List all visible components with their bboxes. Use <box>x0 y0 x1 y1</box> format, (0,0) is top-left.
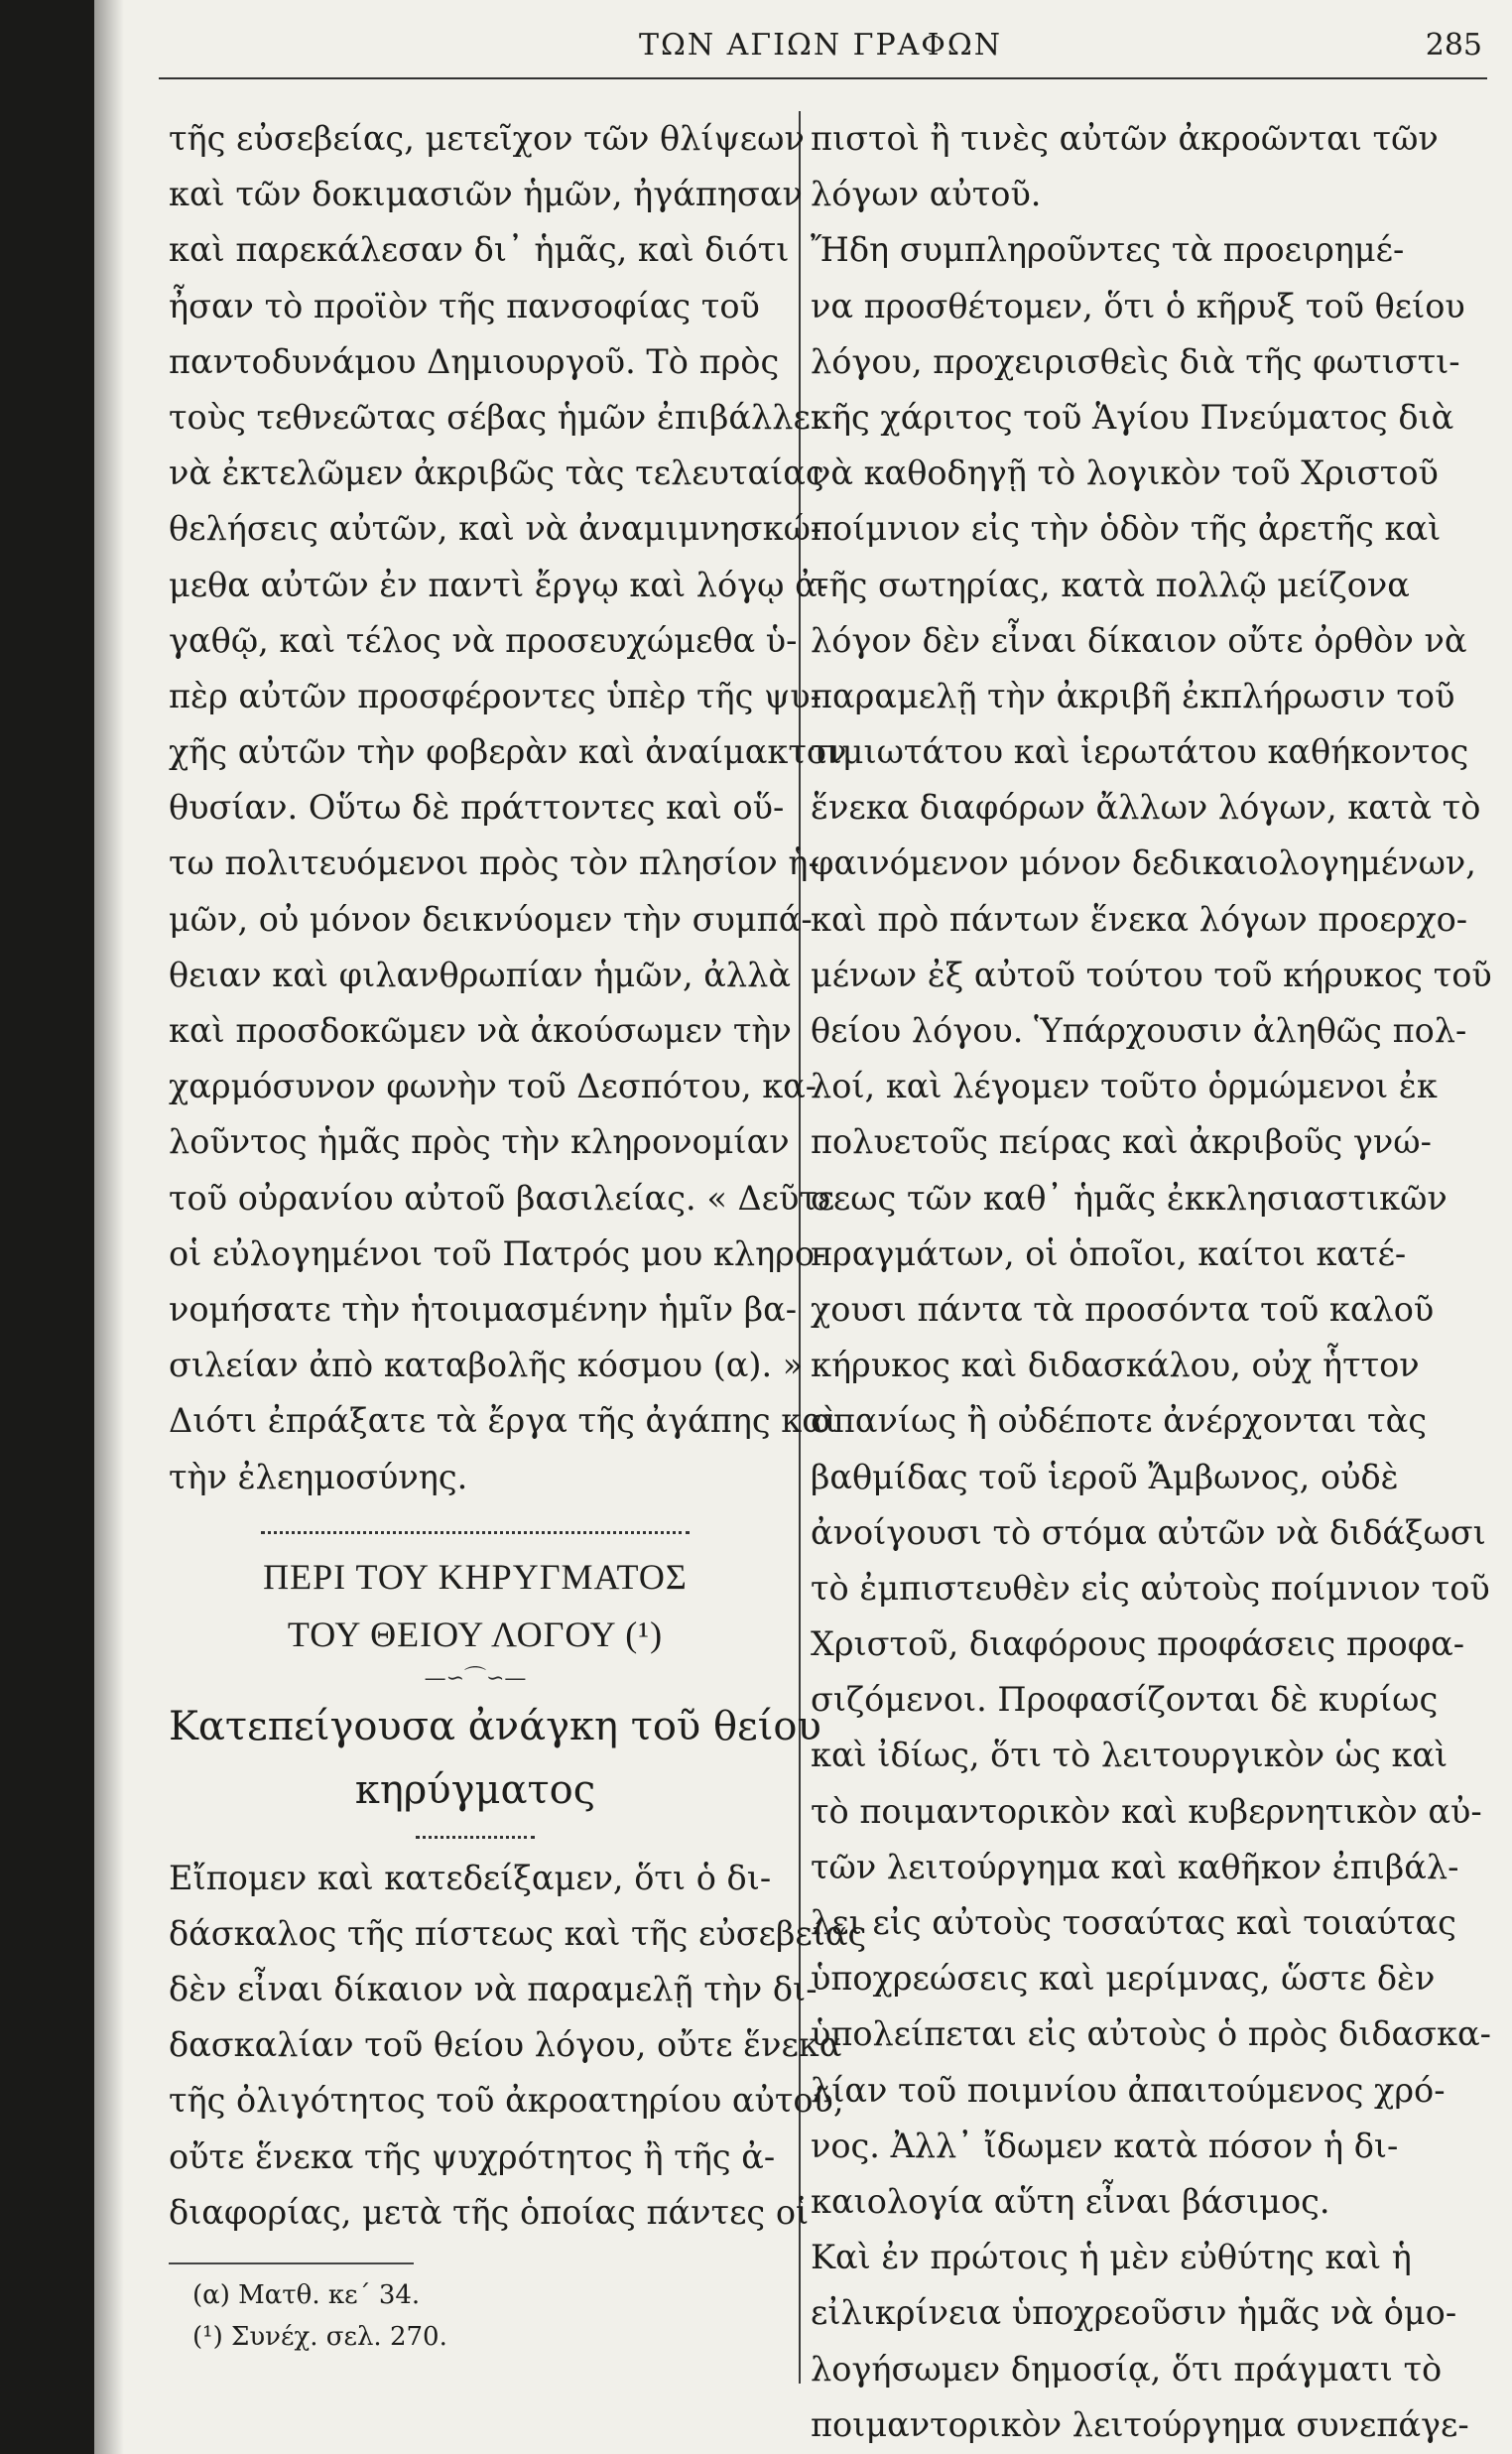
text-line: νομήσατε τὴν ἡτοιμασμένην ἡμῖν βα- <box>169 1289 798 1329</box>
text-line: χουσι πάντα τὰ προσόντα τοῦ καλοῦ <box>811 1289 1435 1329</box>
text-line: καιολογία αὕτη εἶναι βάσιμος. <box>811 2181 1330 2221</box>
text-line: χαρμόσυνον φωνὴν τοῦ Δεσπότου, κα- <box>169 1067 818 1106</box>
text-line: θειαν καὶ φιλανθρωπίαν ἡμῶν, ἀλλὰ <box>169 955 791 994</box>
text-line: πὲρ αὐτῶν προσφέροντες ὑπὲρ τῆς ψυ- <box>169 676 821 715</box>
text-line: ἕνεκα διαφόρων ἄλλων λόγων, κατὰ τὸ <box>811 788 1481 828</box>
header-rule <box>159 77 1487 79</box>
text-line: λει εἰς αὐτοὺς τοσαύτας καὶ τοιαύτας <box>811 1903 1456 1942</box>
section-separator <box>261 1517 691 1534</box>
text-line: φαινόμενον μόνον δεδικαιολογημένων, <box>811 843 1476 883</box>
text-line: ποίμνιον εἰς τὴν ὁδὸν τῆς ἀρετῆς καὶ <box>811 509 1442 549</box>
text-line: σιζόμενοι. Προφασίζονται δὲ κυρίως <box>811 1680 1439 1720</box>
text-line: πολυετοῦς πείρας καὶ ἀκριβοῦς γνώ- <box>811 1122 1432 1162</box>
text-line: Ἤδη συμπληροῦντες τὰ προειρημέ- <box>811 230 1405 270</box>
subtitle-line-2: κηρύγματος <box>354 1766 596 1813</box>
text-line: μεθα αὐτῶν ἐν παντὶ ἔργῳ καὶ λόγῳ ἀ- <box>169 565 829 604</box>
text-line: τῆς ὀλιγότητος τοῦ ἀκροατηρίου αὐτοῦ, <box>169 2081 844 2121</box>
text-line: γαθῷ, καὶ τέλος νὰ προσευχώμεθα ὑ- <box>169 620 798 660</box>
text-line: τὴν ἐλεημοσύνης. <box>169 1457 468 1496</box>
running-header <box>159 22 1482 71</box>
text-line: τοὺς τεθνεῶτας σέβας ἡμῶν ἐπιβάλλει <box>169 397 824 437</box>
text-line: δάσκαλος τῆς πίστεως καὶ τῆς εὐσεβείας <box>169 1913 867 1953</box>
text-line: λίαν τοῦ ποιμνίου ἀπαιτούμενος χρό- <box>811 2070 1446 2110</box>
text-line: βαθμίδας τοῦ ἱεροῦ Ἄμβωνος, οὐδὲ <box>811 1457 1399 1496</box>
text-line: δὲν εἶναι δίκαιον νὰ παραμελῇ τὴν δι- <box>169 1970 818 2009</box>
right-column-text <box>811 111 1492 2453</box>
text-line: λόγων αὐτοῦ. <box>811 175 1042 214</box>
left-column-text-bottom <box>169 1851 867 2241</box>
footnote: (α) Ματθ. κε´ 34. <box>192 2280 421 2310</box>
text-line: τῆς σωτηρίας, κατὰ πολλῷ μείζονα <box>811 565 1410 604</box>
left-column-text-top <box>169 111 847 1505</box>
footnote-rule <box>169 2262 414 2264</box>
text-line: καὶ πρὸ πάντων ἕνεκα λόγων προερχο- <box>811 899 1468 939</box>
text-line: Χριστοῦ, διαφόρους προφάσεις προφα- <box>811 1624 1465 1664</box>
text-line: λογήσωμεν δημοσίᾳ, ὅτι πράγματι τὸ <box>811 2349 1443 2389</box>
text-line: καὶ προσδοκῶμεν νὰ ἀκούσωμεν τὴν <box>169 1011 792 1050</box>
text-line: νὰ ἐκτελῶμεν ἀκριβῶς τὰς τελευταίας <box>169 453 824 493</box>
text-line: πραγμάτων, οἱ ὁποῖοι, καίτοι κατέ- <box>811 1233 1407 1273</box>
text-line: λοῦντος ἡμᾶς πρὸς τὴν κληρονομίαν <box>169 1122 790 1162</box>
text-line: τὸ ποιμαντορικὸν καὶ κυβερνητικὸν αὐ- <box>811 1791 1482 1831</box>
text-line: καὶ τῶν δοκιμασιῶν ἡμῶν, ἠγάπησαν <box>169 175 803 214</box>
text-line: σιλείαν ἀπὸ καταβολῆς κόσμου (α). » <box>169 1346 804 1385</box>
text-line: Διότι ἐπράξατε τὰ ἔργα τῆς ἀγάπης καὶ <box>169 1401 837 1441</box>
text-line: οἱ εὐλογημένοι τοῦ Πατρός μου κληρο- <box>169 1233 826 1273</box>
text-line: ποιμαντορικὸν λειτούργημα συνεπάγε- <box>811 2404 1469 2444</box>
subtitle-separator <box>416 1826 535 1839</box>
text-line: διαφορίας, μετὰ τῆς ὁποίας πάντες οἱ <box>169 2192 810 2232</box>
text-line: λόγου, προχειρισθεὶς διὰ τῆς φωτιστι- <box>811 341 1460 381</box>
text-line: χῆς αὐτῶν τὴν φοβερὰν καὶ ἀναίμακτον <box>169 732 847 772</box>
subtitle-line-1: Κατεπείγουσα ἀνάγκη τοῦ θείου <box>169 1703 821 1749</box>
text-line: νος. Ἀλλ᾽ ἴδωμεν κατὰ πόσον ἡ δι- <box>811 2126 1399 2165</box>
page-number: 285 <box>1425 28 1482 63</box>
text-line: θελήσεις αὐτῶν, καὶ νὰ ἀναμιμνησκώ- <box>169 509 822 549</box>
text-line: καὶ ἰδίως, ὅτι τὸ λειτουργικὸν ὡς καὶ <box>811 1736 1449 1775</box>
text-line: Εἴπομεν καὶ κατεδείξαμεν, ὅτι ὁ δι- <box>169 1858 772 1897</box>
text-line: Καὶ ἐν πρώτοις ἡ μὲν εὐθύτης καὶ ἡ <box>811 2238 1412 2277</box>
header-title: ΤΩΝ ΑΓΙΩΝ ΓΡΑΦΩΝ <box>638 28 1003 63</box>
right-column <box>811 111 1492 2453</box>
text-line: οὔτε ἕνεκα τῆς ψυχρότητος ἢ τῆς ἀ- <box>169 2136 776 2176</box>
text-line: λοί, καὶ λέγομεν τοῦτο ὁρμώμενοι ἐκ <box>811 1067 1438 1106</box>
title-ornament: —∽⌒∽— <box>424 1665 527 1691</box>
text-line: ἦσαν τὸ προϊὸν τῆς πανσοφίας τοῦ <box>169 286 760 325</box>
text-line: θυσίαν. Οὕτω δὲ πράττοντες καὶ οὕ- <box>169 788 785 828</box>
text-line: πιστοὶ ἢ τινὲς αὐτῶν ἀκροῶνται τῶν <box>811 119 1439 158</box>
text-line: λόγον δὲν εἶναι δίκαιον οὔτε ὀρθὸν νὰ <box>811 620 1467 660</box>
text-line: τῆς εὐσεβείας, μετεῖχον τῶν θλίψεων <box>169 119 805 158</box>
text-line: ὑπολείπεται εἰς αὐτοὺς ὁ πρὸς διδασκα- <box>811 2014 1491 2054</box>
text-line: κῆς χάριτος τοῦ Ἁγίου Πνεύματος διὰ <box>811 397 1454 437</box>
text-line: νὰ καθοδηγῇ τὸ λογικὸν τοῦ Χριστοῦ <box>811 453 1439 493</box>
text-line: τὸ ἐμπιστευθὲν εἰς αὐτοὺς ποίμνιον τοῦ <box>811 1568 1490 1608</box>
text-line: σπανίως ἢ οὐδέποτε ἀνέρχονται τὰς <box>811 1401 1427 1441</box>
text-line: δασκαλίαν τοῦ θείου λόγου, οὔτε ἕνεκα <box>169 2025 842 2065</box>
book-page <box>94 0 1512 2454</box>
text-line: κήρυκος καὶ διδασκάλου, οὐχ ἧττον <box>811 1346 1420 1385</box>
text-line: παντοδυνάμου Δημιουργοῦ. Τὸ πρὸς <box>169 341 780 381</box>
section-title-line-2: ΤΟΥ ΘΕΙΟΥ ΛΟΓΟΥ (¹) <box>287 1614 664 1654</box>
text-line: μένων ἐξ αὐτοῦ τούτου τοῦ κήρυκος τοῦ <box>811 955 1492 994</box>
text-line: τοῦ οὐρανίου αὐτοῦ βασιλείας. « Δεῦτε <box>169 1178 835 1218</box>
text-line: τιμιωτάτου καὶ ἱερωτάτου καθήκοντος <box>811 732 1469 772</box>
text-line: τω πολιτευόμενοι πρὸς τὸν πλησίον ἡ- <box>169 843 819 883</box>
text-line: ὑποχρεώσεις καὶ μερίμνας, ὥστε δὲν <box>811 1959 1436 1999</box>
section-title-line-1: ΠΕΡΙ ΤΟΥ ΚΗΡΥΓΜΑΤΟΣ <box>263 1556 688 1597</box>
footnotes <box>169 2274 782 2358</box>
text-line: μῶν, οὐ μόνον δεικνύομεν τὴν συμπά- <box>169 899 813 939</box>
text-line: σεως τῶν καθ᾽ ἡμᾶς ἐκκλησιαστικῶν <box>811 1178 1448 1218</box>
text-line: θείου λόγου. Ὑπάρχουσιν ἀληθῶς πολ- <box>811 1011 1467 1050</box>
text-line: ἀνοίγουσι τὸ στόμα αὐτῶν νὰ διδάξωσι <box>811 1512 1486 1552</box>
text-line: καὶ παρεκάλεσαν δι᾽ ἡμᾶς, καὶ διότι <box>169 230 790 270</box>
text-line: να προσθέτομεν, ὅτι ὁ κῆρυξ τοῦ θείου <box>811 286 1465 325</box>
text-line: τῶν λειτούργημα καὶ καθῆκον ἐπιβάλ- <box>811 1847 1459 1886</box>
left-column <box>169 111 867 2358</box>
footnote: (¹) Συνέχ. σελ. 270. <box>192 2322 447 2352</box>
text-line: εἰλικρίνεια ὑποχρεοῦσιν ἡμᾶς νὰ ὁμο- <box>811 2293 1457 2333</box>
text-line: παραμελῇ τὴν ἀκριβῆ ἐκπλήρωσιν τοῦ <box>811 676 1455 715</box>
